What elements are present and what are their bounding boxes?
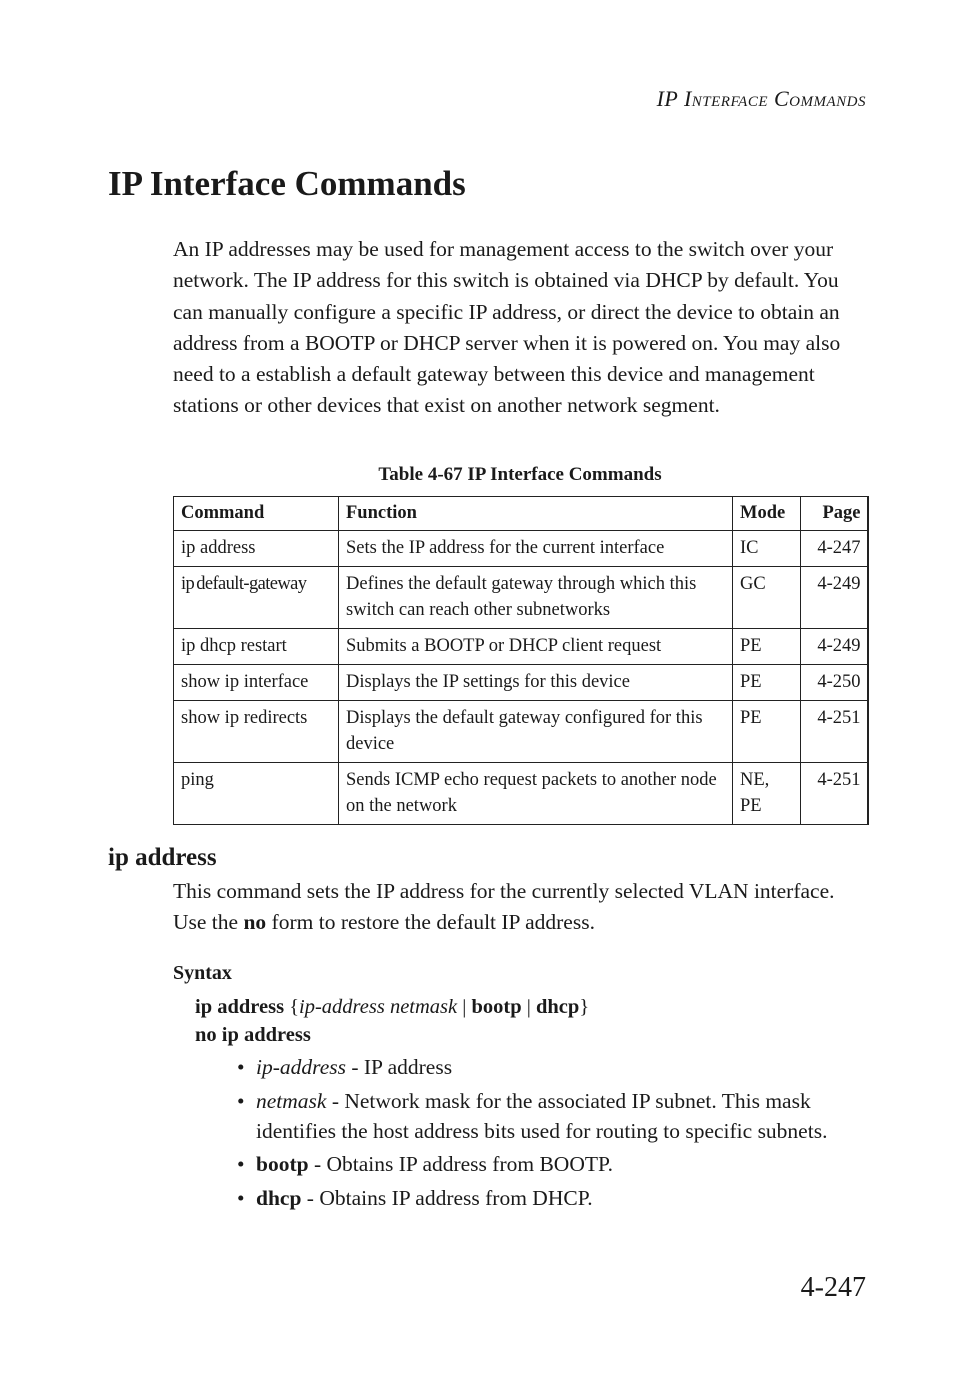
cell-mode: NE, PE [733,763,801,825]
param-description: - Network mask for the associated IP subnet. This mask identifies the host address bits used for routing to specific subnets. [256,1088,828,1143]
page-number: 4-247 [800,1272,866,1303]
param-name: dhcp [256,1185,302,1210]
section-description [173,876,853,938]
page-title: IP Interface Commands [108,164,466,203]
running-header: IP Interface Commands [656,86,866,111]
cell-mode: PE [733,665,801,701]
cell-command: ip default-gateway [174,567,339,629]
cell-command: ip address [174,531,339,567]
param-description: - Obtains IP address from BOOTP. [308,1152,613,1176]
cell-command: show ip redirects [174,701,339,763]
column-header-command: Command [174,497,339,531]
syntax-args: ip-address netmask [299,996,458,1018]
bullet-icon: • [237,1152,245,1176]
cell-page: 4-249 [801,567,868,629]
cell-command: ping [174,763,339,825]
list-item [236,1052,876,1082]
cell-page: 4-247 [801,531,868,567]
table-row [174,701,868,763]
no-keyword: no [243,910,267,934]
cell-mode: PE [733,629,801,665]
cell-page: 4-251 [801,763,868,825]
table-row [174,629,868,665]
cell-command: show ip interface [174,665,339,701]
syntax-brace-close: } [579,996,590,1018]
cell-function: Defines the default gateway through which this switch can reach other subnetworks [339,567,733,629]
table-row [174,763,868,825]
cell-mode: GC [733,567,801,629]
column-header-mode: Mode [733,497,801,531]
syntax-brace-open: { [284,996,300,1018]
param-name: bootp [256,1152,309,1176]
syntax-command: ip address [195,996,285,1018]
column-header-page: Page [801,497,868,531]
description-text-end: form to restore the default IP address. [266,910,595,934]
bullet-icon: • [237,1185,245,1210]
syntax-heading: Syntax [173,962,232,984]
cell-mode: PE [733,701,801,763]
list-item [236,1183,876,1213]
cell-function: Sends ICMP echo request packets to another node on the network [339,763,733,825]
cell-page: 4-251 [801,701,868,763]
table-caption: Table 4-67 IP Interface Commands [378,464,662,485]
param-description: - IP address [345,1055,453,1079]
table-header-row [174,497,868,531]
cell-function: Sets the IP address for the current interface [339,531,733,567]
syntax-option-dhcp: dhcp [536,996,580,1018]
bullet-icon: • [237,1088,245,1113]
cell-function: Submits a BOOTP or DHCP client request [339,629,733,665]
cell-page: 4-250 [801,665,868,701]
syntax-no-form [195,1024,311,1047]
table-row [174,665,868,701]
syntax-separator: | [457,996,472,1018]
table-row [174,531,868,567]
param-description: - Obtains IP address from DHCP. [301,1185,593,1210]
cell-page: 4-249 [801,629,868,665]
intro-paragraph: An IP addresses may be used for management access to the switch over your network. The IP address for this switch is obtained via DHCP by default. You can manually configure a specific IP address, or direct the device to obtain an address from a BOOTP or DHCP server when it is powered on. You may also need to a establish a default gateway between this device and management stations or other devices that exist on another network segment. [173,237,841,418]
column-header-function: Function [339,497,733,531]
description-text: This command sets the IP address for the currently selected VLAN interface. Use the [173,879,835,934]
table-row [174,567,868,629]
ip-interface-commands-table [173,496,869,825]
section-heading: ip address [108,844,217,871]
bullet-icon: • [237,1055,245,1079]
syntax-separator: | [521,996,536,1018]
param-name: netmask [256,1088,327,1113]
cell-function: Displays the default gateway configured for this device [339,701,733,763]
param-name: ip-address [256,1055,346,1079]
cell-command: ip dhcp restart [174,629,339,665]
syntax-line [195,996,589,1019]
syntax-option-bootp: bootp [471,996,522,1018]
parameter-list [236,1052,876,1216]
list-item [236,1149,876,1179]
syntax-no-command: no ip address [195,1024,311,1046]
cell-function: Displays the IP settings for this device [339,665,733,701]
list-item [236,1086,876,1146]
cell-mode: IC [733,531,801,567]
